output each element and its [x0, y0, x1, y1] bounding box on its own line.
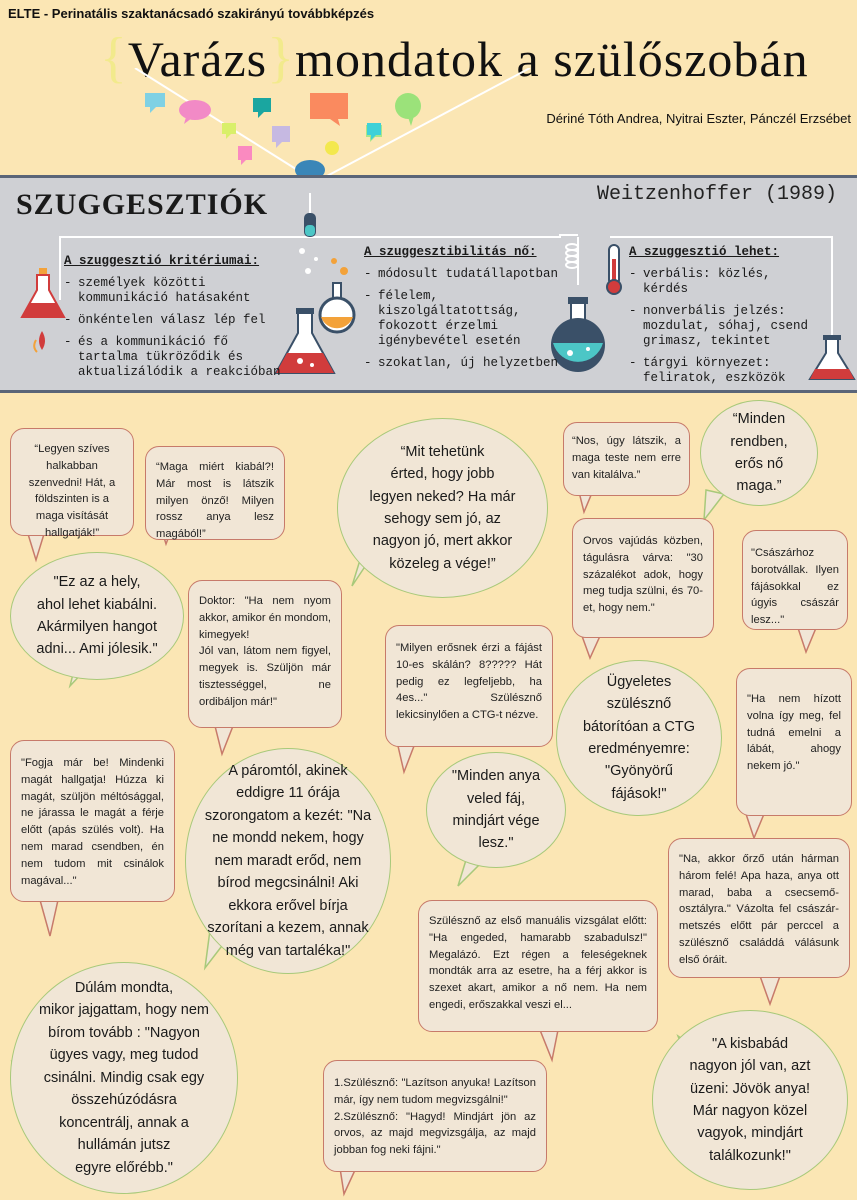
title-brace-open: { [100, 27, 128, 89]
title-word-1: Varázs [127, 31, 268, 87]
quote-bubble-6 [10, 552, 184, 680]
list-item: - nonverbális jelzés: mozdulat, sóhaj, csend grimasz, tekintet [629, 304, 814, 349]
speech-bubble-icon [179, 100, 211, 124]
quote-bubble-11 [556, 660, 722, 816]
speech-bubble-icon [253, 98, 271, 118]
quote-bubble-8 [572, 518, 714, 638]
quote-bubble-10 [385, 625, 553, 747]
quote-text: "Ha nem hízott volna így meg, fel tudná emelni a lábát, ahogy nekem jó." [747, 693, 841, 773]
quote-bubble-13 [10, 740, 175, 902]
flask-icon [810, 335, 854, 379]
speech-bubble-icon [325, 141, 339, 155]
quote-bubble-17 [418, 900, 658, 1032]
band-title: SZUGGESZTIÓK [16, 188, 269, 221]
suggestibility-column [364, 245, 564, 378]
quote-text: Szülésznő az első manuális vizsgálat előtt: "Ha engeded, hamarabb szabadulsz!" Megalázó. Ezt régen a feleségeknek mondták arra az esetre, ha a férj akkor is szexet akart, amikor a nő nem. Ha nem engedi, erőszakkal veszi el... [429, 915, 647, 1011]
authors: Dériné Tóth Andrea, Nyitrai Eszter, Pánczél Erzsébet [546, 111, 851, 126]
quote-text: “Legyen szíves halkabban szenvedni! Hát, a földszinten is a maga visítását hallgatják!” [28, 443, 116, 539]
title-rest: mondatok a szülőszobán [295, 31, 809, 87]
quote-text: “Mit tehetünk érted, hogy jobb legyen neked? Ha már sehogy sem jó, az nagyon jó, mert akkor közeleg a vége!” [369, 443, 516, 572]
quote-bubble-4 [563, 422, 690, 496]
quote-text: Doktor: "Ha nem nyom akkor, amikor én mondom, kimegyek! Jól van, látom nem figyel, megyek is. Szüljön már tisztességgel, ne ordibáljon már!" [199, 595, 331, 708]
speech-bubble-icon [222, 123, 236, 139]
quote-bubble-18 [10, 962, 238, 1194]
quote-bubble-1 [10, 428, 134, 539]
quote-text: “Maga miért kiabál?! Már most is látszik milyen önző! Milyen rossz anya lesz magából!” [156, 461, 274, 541]
list-item: - tárgyi környezet: feliratok, eszközök [629, 356, 814, 386]
quote-bubble-2 [145, 446, 285, 540]
speech-bubble-icon [310, 93, 348, 126]
header-org: ELTE - Perinatális szaktanácsadó szakirányú továbbképzés [8, 6, 375, 21]
suggestibility-heading: A szuggesztibilitás nő: [364, 245, 537, 259]
quote-bubble-14 [185, 748, 391, 974]
list-item: - személyek közötti kommunikáció hatásaként [64, 276, 284, 306]
list-item: - verbális: közlés, kérdés [629, 267, 814, 297]
quote-text: “Nos, úgy látszik, a maga teste nem erre van kitalálva.” [572, 435, 681, 481]
funnel-graphic [90, 68, 560, 178]
quote-text: "Minden anya veled fáj, mindjárt vége lesz." [451, 768, 541, 852]
test-tube-icon [299, 213, 318, 274]
thermometer-icon [607, 245, 621, 294]
band-reference: Weitzenhoffer (1989) [596, 183, 837, 206]
quote-text: Dúlám mondta, mikor jajgattam, hogy nem bírom tovább : "Nagyon ügyes vagy, meg tudod csinálni. Mindig csak egy összehúzódásra koncentrálj, annak a hullámán jutsz egyre előrébb." [38, 979, 210, 1176]
quote-text: "Milyen erősnek érzi a fájást 10-es skálán? 8????? Hát pedig ez legfeljebb, ha 4es..." Szülésznő lekicsinylően a CTG-t nézve. [396, 642, 542, 722]
quote-text: Orvos vajúdás közben, tágulásra várva: "30 százalékot adok, hogy meg tudja szülni, és 70-et, hogy nem." [583, 535, 703, 615]
speech-bubble-icon [238, 146, 252, 165]
quote-bubble-3 [337, 418, 548, 598]
flask-icon [320, 258, 354, 332]
quote-text: "Fogja már be! Mindenki magát hallgatja! Húzza ki magát, szüljön méltósággal, ne járassa le magát a férje előtt (apás szülés volt). Ha nem marad csendben, én nem tudom mit csinálok magával..." [21, 757, 164, 887]
can-be-column [629, 245, 814, 393]
burner-flame-icon [34, 331, 45, 352]
quote-text: Ügyeletes szülésznő bátorítóan a CTG eredményemre: "Gyönyörű fájások!" [582, 673, 696, 802]
list-item: - szokatlan, új helyzetben [364, 356, 564, 371]
criteria-column [64, 254, 284, 387]
can-be-heading: A szuggesztió lehet: [629, 245, 780, 259]
quote-bubble-7 [188, 580, 342, 728]
quote-text: A páromtól, akinek eddigre 11 órája szorongatom a kezét: "Na ne mondd nekem, hogy nem maradt erőd, nem bírod megcsinálni! Aki ekkora erővel bírja szorítani a kezem, annak még van tartaléka!" [204, 762, 372, 959]
speech-bubble-icon [272, 126, 290, 148]
quote-bubble-5 [700, 400, 818, 506]
quote-text: "A kisbabád nagyon jól van, azt üzeni: Jövök anya! Már nagyon közel vagyok, mindjárt találkozunk!" [689, 1035, 811, 1164]
quote-bubble-16 [668, 838, 850, 978]
list-item: - önkéntelen válasz lép fel [64, 313, 284, 328]
list-item: - félelem, kiszolgáltatottság, fokozott érzelmi igénybevétel esetén [364, 289, 564, 349]
quote-text: "Császárhoz borotvállak. Ilyen fájásokkal ez úgyis császár lesz..." [751, 547, 839, 627]
quote-bubble-20 [652, 1010, 848, 1190]
title-brace-close: } [267, 27, 296, 89]
quote-text: "Na, akkor őrző után hárman három felé! Apa haza, anya ott marad, baba a csecsemő-osztályra." Vázolta fel császár-metszés előtt pár perccel a szülésznő családdá válásunk első óráit. [679, 853, 839, 966]
quote-bubble-15 [426, 752, 566, 868]
quote-bubble-9 [742, 530, 848, 630]
quote-bubble-19 [323, 1060, 547, 1172]
quote-bubble-12 [736, 668, 852, 816]
speech-bubble-icon [145, 93, 165, 113]
coil-icon [566, 244, 578, 268]
speech-bubble-icon [395, 93, 421, 126]
criteria-heading: A szuggesztió kritériumai: [64, 254, 260, 268]
quote-text: "Ez az a hely, ahol lehet kiabálni. Akármilyen hangot adni... Ami jólesik." [36, 574, 158, 658]
list-item: - és a kommunikáció fő tartalma tükröződik és aktualizálódik a reakcióban [64, 335, 284, 380]
quote-text: “Minden rendben, erős nő maga.” [730, 411, 788, 495]
flask-icon [22, 268, 64, 317]
quote-text: 1.Szülésznő: "Lazítson anyuka! Lazítson már, így nem tudom megvizsgálni!" 2.Szülésznő: "Hagyd! Mindjárt jön az orvos, az majd megvizsgálja, az majd jobban fog neki fájni." [334, 1077, 536, 1157]
list-item: - módosult tudatállapotban [364, 267, 564, 282]
